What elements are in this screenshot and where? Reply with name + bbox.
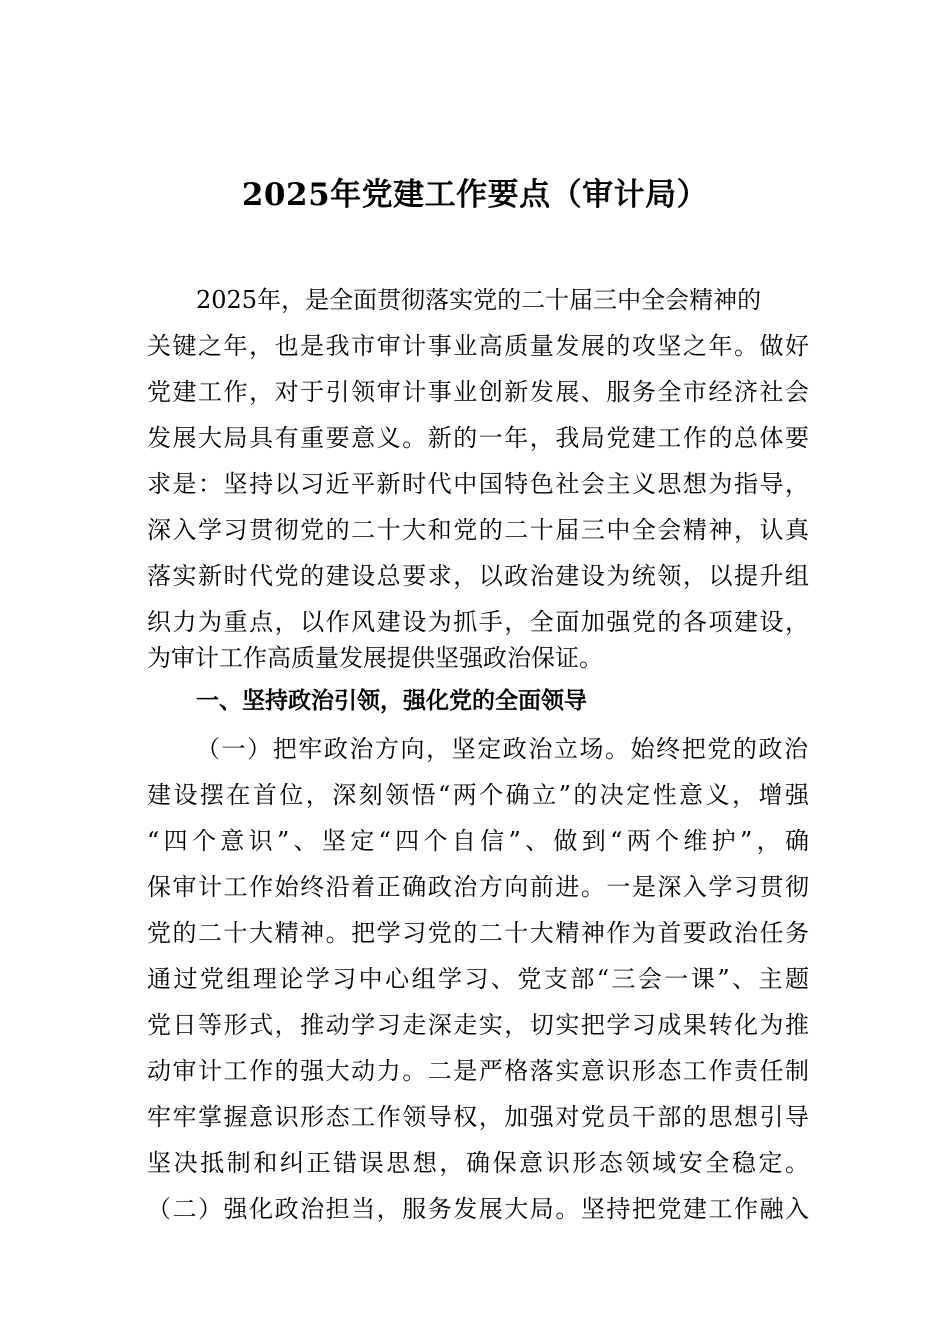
paragraph-line: 发展大局具有重要意义。新的一年，我局党建工作的总体要 [147, 424, 809, 452]
paragraph-line: 求是：坚持以习近平新时代中国特色社会主义思想为指导， [147, 470, 809, 498]
paragraph-line: 动审计工作的强大动力。二是严格落实意识形态工作责任制 [147, 1057, 809, 1085]
paragraph-line: 织力为重点，以作风建设为抓手，全面加强党的各项建设， [147, 608, 809, 636]
paragraph-line: 建设摆在首位，深刻领悟“两个确立”的决定性意义，增强 [147, 781, 809, 809]
paragraph-line: 落实新时代党的建设总要求，以政治建设为统领，以提升组 [147, 562, 809, 590]
paragraph-line: 通过党组理论学习中心组学习、党支部“三会一课”、主题 [147, 965, 809, 993]
paragraph-line: 2025年，是全面贯彻落实党的二十届三中全会精神的 [196, 286, 762, 314]
paragraph-line: 为审计工作高质量发展提供坚强政治保证。 [147, 644, 603, 672]
paragraph-line: 党的二十大精神。把学习党的二十大精神作为首要政治任务 [147, 919, 809, 947]
paragraph-line: 党日等形式，推动学习走深走实，切实把学习成果转化为推 [147, 1011, 809, 1039]
paragraph-line: “四个意识”、坚定“四个自信”、做到“两个维护”，确 [147, 827, 809, 855]
paragraph-line: 保审计工作始终沿着正确政治方向前进。一是深入学习贯彻 [147, 873, 809, 901]
paragraph-line: （二）强化政治担当，服务发展大局。坚持把党建工作融入 [147, 1195, 809, 1223]
paragraph-line: 关键之年，也是我市审计事业高质量发展的攻坚之年。做好 [147, 332, 809, 360]
paragraph-line: 坚决抵制和纠正错误思想，确保意识形态领域安全稳定。 [147, 1149, 809, 1177]
paragraph-line: 深入学习贯彻党的二十大和党的二十届三中全会精神，认真 [147, 516, 809, 544]
document-title: 2025年党建工作要点（审计局） [241, 177, 709, 213]
section-heading: 一、坚持政治引领，强化党的全面领导 [196, 688, 587, 714]
paragraph-line: 牢牢掌握意识形态工作领导权，加强对党员干部的思想引导 [147, 1103, 809, 1131]
paragraph-line: 党建工作，对于引领审计事业创新发展、服务全市经济社会 [147, 378, 809, 406]
paragraph-line: （一）把牢政治方向，坚定政治立场。始终把党的政治 [196, 735, 808, 763]
